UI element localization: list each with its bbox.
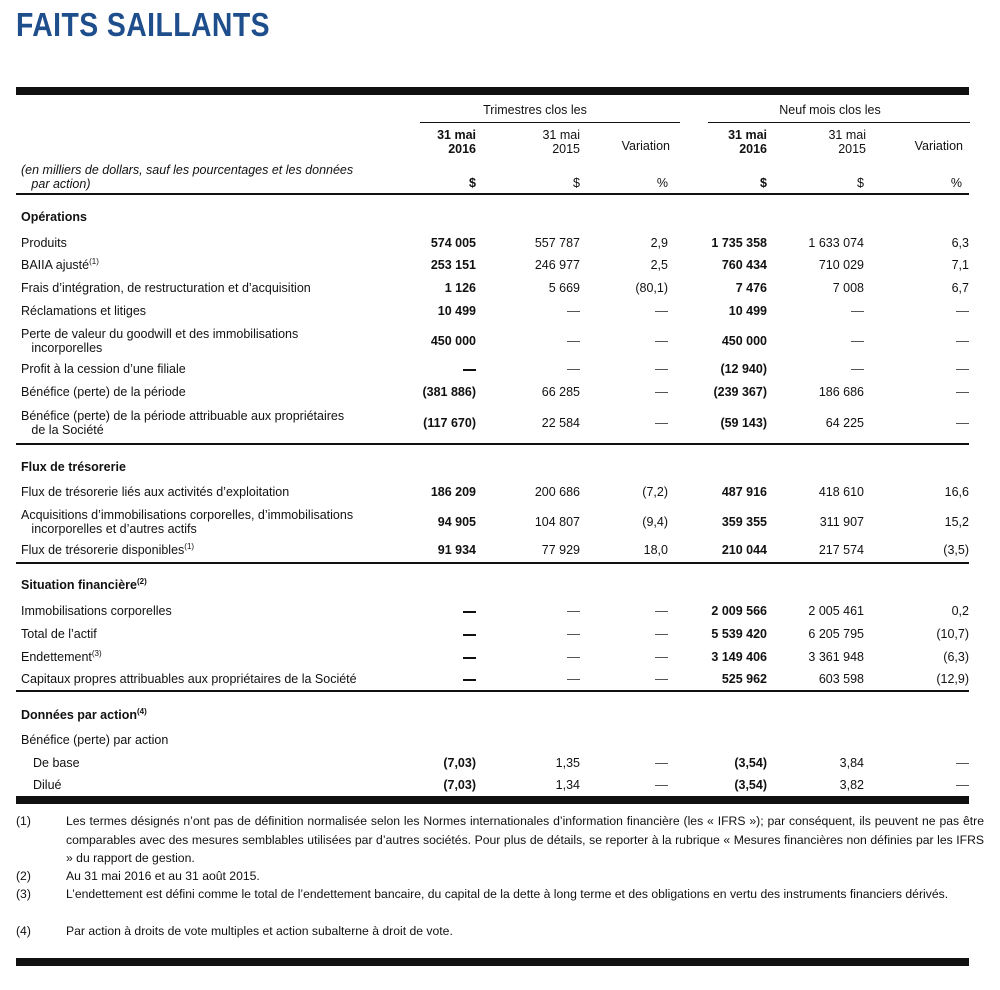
section-financial: Situation financière$^{(2)}$ — [21, 576, 147, 592]
cell-n16: (59 143) — [720, 416, 767, 430]
cell-q15: 1,35 — [555, 756, 580, 770]
cell-n16: (12 940) — [720, 362, 767, 376]
cell-q16: (381 886) — [422, 385, 476, 399]
cell-n15: 186 686 — [818, 385, 864, 399]
cell-n15: 3,82 — [839, 778, 864, 792]
footnote-number: (3) — [16, 887, 31, 901]
group-underline-quarter — [420, 122, 680, 123]
col-header-q-variation: Variation — [621, 139, 670, 153]
dash-mark — [956, 785, 969, 786]
cell-qv — [655, 385, 668, 403]
footnote-text: L’endettement est défini comme le total de l’endettement bancaire, du capital de la dette à long terme et des obligations en vertu des instruments financiers dérivés. — [66, 887, 949, 901]
dash-mark — [655, 392, 668, 393]
cell-qv — [655, 304, 668, 322]
row-label: Réclamations et litiges — [21, 304, 147, 318]
cell-q16 — [463, 672, 476, 690]
row-label: Produits — [21, 236, 67, 250]
cell-q16: 253 151 — [430, 258, 476, 272]
dash-mark — [851, 341, 864, 342]
cell-n15: 1 633 074 — [808, 236, 864, 250]
row-label: Bénéfice (perte) de la période — [21, 385, 186, 399]
dash-mark — [956, 763, 969, 764]
cell-n15: 3,84 — [839, 756, 864, 770]
cell-n16: 760 434 — [721, 258, 767, 272]
cell-qv — [655, 672, 668, 690]
cell-q15: 246 977 — [534, 258, 580, 272]
group-header-quarter: Trimestres clos les — [483, 103, 587, 117]
section-operations: Opérations — [21, 210, 87, 224]
unit-n-variation: % — [950, 176, 962, 190]
cell-q15 — [567, 672, 580, 690]
cell-n15 — [851, 334, 864, 352]
unit-n-2016: $ — [760, 176, 767, 190]
cell-q16 — [463, 627, 476, 645]
cell-qv: 2,5 — [650, 258, 668, 272]
cell-q16: 94 905 — [437, 515, 476, 529]
cell-q16 — [463, 362, 476, 380]
dash-mark — [655, 341, 668, 342]
header-divider — [16, 193, 969, 195]
cell-n15: 217 574 — [818, 543, 864, 557]
cell-n16: 210 044 — [721, 543, 767, 557]
cell-qv — [655, 756, 668, 774]
row-label: Total de l’actif — [21, 627, 97, 641]
cell-q15: 1,34 — [555, 778, 580, 792]
dash-mark — [655, 423, 668, 424]
cell-qv: (9,4) — [642, 515, 668, 529]
cell-q15 — [567, 627, 580, 645]
cell-n15: 311 907 — [819, 515, 864, 529]
row-label: Acquisitions d’immobilisations corporelles, d’immobilisations incorporelles et d’autres actifs — [21, 508, 354, 536]
dash-mark — [567, 611, 580, 612]
dash-mark — [655, 369, 668, 370]
row-label: De base — [33, 756, 80, 770]
dash-mark — [463, 634, 476, 636]
cell-n15: 3 361 948 — [808, 650, 864, 664]
cell-nv — [956, 304, 969, 322]
dash-mark — [463, 657, 476, 659]
footnote-number: (1) — [16, 814, 31, 828]
divider-cashflow — [16, 562, 969, 564]
dash-mark — [655, 763, 668, 764]
footnote-number: (2) — [16, 869, 31, 883]
col-header-q-2016: 31 mai 2016 — [437, 128, 476, 156]
cell-nv — [956, 385, 969, 403]
cell-q15 — [567, 334, 580, 352]
cell-n15 — [851, 362, 864, 380]
group-underline-nine-months — [708, 122, 970, 123]
cell-nv — [956, 416, 969, 434]
cell-n16: 1 735 358 — [711, 236, 767, 250]
dash-mark — [567, 341, 580, 342]
table-bottom-rule — [16, 796, 969, 804]
cell-n15: 603 598 — [818, 672, 864, 686]
cell-qv: (80,1) — [635, 281, 668, 295]
cell-qv — [655, 416, 668, 434]
cell-q15: 22 584 — [541, 416, 580, 430]
cell-n16: 5 539 420 — [711, 627, 767, 641]
dash-mark — [851, 311, 864, 312]
row-label: Bénéfice (perte) par action — [21, 733, 169, 747]
dash-mark — [567, 311, 580, 312]
row-label: Flux de trésorerie disponibles$^{(1)}$ — [21, 541, 195, 557]
unit-q-2015: $ — [573, 176, 580, 190]
dash-mark — [567, 634, 580, 635]
col-header-n-variation: Variation — [914, 139, 963, 153]
row-label: Immobilisations corporelles — [21, 604, 172, 618]
dash-mark — [463, 611, 476, 613]
section-cashflow: Flux de trésorerie — [21, 460, 126, 474]
dash-mark — [567, 657, 580, 658]
dash-mark — [851, 369, 864, 370]
cell-qv — [655, 650, 668, 668]
cell-nv: 7,1 — [951, 258, 969, 272]
cell-n16: 525 962 — [721, 672, 767, 686]
dash-mark — [655, 657, 668, 658]
dash-mark — [463, 369, 476, 371]
unit-q-variation: % — [656, 176, 668, 190]
cell-q16: 91 934 — [437, 543, 476, 557]
cell-nv — [956, 756, 969, 774]
cell-n16: 3 149 406 — [711, 650, 767, 664]
cell-q15 — [567, 362, 580, 380]
cell-n15: 7 008 — [832, 281, 864, 295]
cell-nv: 6,3 — [951, 236, 969, 250]
cell-n16: 2 009 566 — [711, 604, 767, 618]
cell-n16: 450 000 — [721, 334, 767, 348]
cell-qv — [655, 334, 668, 352]
dash-mark — [655, 634, 668, 635]
dash-mark — [956, 341, 969, 342]
dash-mark — [655, 785, 668, 786]
dash-mark — [567, 679, 580, 680]
cell-n15: 2 005 461 — [808, 604, 864, 618]
cell-n16: (239 367) — [713, 385, 767, 399]
cell-n15: 64 225 — [825, 416, 864, 430]
top-rule — [16, 87, 969, 95]
cell-nv — [956, 362, 969, 380]
cell-q16: 10 499 — [437, 304, 476, 318]
divider-financial — [16, 690, 969, 692]
cell-qv — [655, 778, 668, 796]
dash-mark — [655, 679, 668, 680]
cell-n16: (3,54) — [734, 756, 767, 770]
dash-mark — [463, 679, 476, 681]
footnote-text: Les termes désignés n’ont pas de définition normalisée selon les Normes internationales d’information financière (les « IFRS »); par conséquent, ils peuvent ne pas être comparables avec des mesures semblables utilisées par d’autres sociétés. Pour plus de détails, se reporter à la rubrique « Mesures financières non définies par les IFRS » du rapport de gestion. — [66, 814, 984, 865]
cell-q15 — [567, 604, 580, 622]
cell-qv — [655, 604, 668, 622]
cell-n15 — [851, 304, 864, 322]
cell-q16: 1 126 — [444, 281, 476, 295]
cell-q16: (7,03) — [443, 756, 476, 770]
cell-q15: 200 686 — [534, 485, 580, 499]
cell-nv: (6,3) — [943, 650, 969, 664]
page-bottom-rule — [16, 958, 969, 966]
group-header-nine-months: Neuf mois clos les — [779, 103, 881, 117]
col-header-n-2015: 31 mai 2015 — [828, 128, 866, 156]
cell-n16: 487 916 — [721, 485, 767, 499]
unit-n-2015: $ — [857, 176, 864, 190]
cell-nv: 6,7 — [951, 281, 969, 295]
cell-n15: 6 205 795 — [808, 627, 864, 641]
cell-qv — [655, 362, 668, 380]
cell-nv: (10,7) — [936, 627, 969, 641]
cell-nv: (12,9) — [936, 672, 969, 686]
cell-qv — [655, 627, 668, 645]
cell-q15: 5 669 — [548, 281, 580, 295]
cell-q16 — [463, 604, 476, 622]
cell-nv — [956, 334, 969, 352]
col-header-n-2016: 31 mai 2016 — [728, 128, 767, 156]
cell-nv: (3,5) — [943, 543, 969, 557]
col-header-q-2015: 31 mai 2015 — [542, 128, 580, 156]
cell-nv: 0,2 — [951, 604, 969, 618]
cell-q16: 186 209 — [430, 485, 476, 499]
cell-nv: 16,6 — [944, 485, 969, 499]
row-label: Perte de valeur du goodwill et des immobilisations incorporelles — [21, 327, 299, 355]
cell-nv: 15,2 — [944, 515, 969, 529]
footnote-number: (4) — [16, 924, 31, 938]
cell-n16: (3,54) — [734, 778, 767, 792]
cell-q15: 66 285 — [541, 385, 580, 399]
row-label: Endettement$^{(3)}$ — [21, 648, 102, 664]
row-label: Profit à la cession d’une filiale — [21, 362, 186, 376]
dash-mark — [956, 423, 969, 424]
row-label: Frais d’intégration, de restructuration et d’acquisition — [21, 281, 311, 295]
cell-q16: 574 005 — [430, 236, 476, 250]
cell-qv: 18,0 — [643, 543, 668, 557]
row-label: Bénéfice (perte) de la période attribuable aux propriétaires de la Société — [21, 409, 345, 437]
dash-mark — [655, 611, 668, 612]
row-label: BAIIA ajusté$^{(1)}$ — [21, 256, 99, 272]
section-per-share: Données par action$^{(4)}$ — [21, 706, 147, 722]
cell-q16: 450 000 — [430, 334, 476, 348]
cell-q15 — [567, 304, 580, 322]
dash-mark — [567, 369, 580, 370]
cell-q15: 557 787 — [534, 236, 580, 250]
cell-n16: 359 355 — [721, 515, 767, 529]
cell-q15: 104 807 — [534, 515, 580, 529]
cell-qv: 2,9 — [650, 236, 668, 250]
cell-q16: (117 670) — [423, 416, 476, 430]
cell-q16 — [463, 650, 476, 668]
cell-qv: (7,2) — [642, 485, 668, 499]
page-title: FAITS SAILLANTS — [16, 6, 270, 43]
unit-q-2016: $ — [469, 176, 476, 190]
cell-q15 — [567, 650, 580, 668]
cell-n15: 418 610 — [818, 485, 864, 499]
divider-operations — [16, 443, 969, 445]
dash-mark — [956, 392, 969, 393]
row-label: Flux de trésorerie liés aux activités d’exploitation — [21, 485, 290, 499]
cell-nv — [956, 778, 969, 796]
dash-mark — [655, 311, 668, 312]
cell-n16: 7 476 — [735, 281, 767, 295]
cell-q16: (7,03) — [443, 778, 476, 792]
cell-q15: 77 929 — [541, 543, 580, 557]
cell-n16: 10 499 — [728, 304, 767, 318]
units-note: (en milliers de dollars, sauf les pourcentages et les données par action) — [21, 163, 354, 191]
dash-mark — [956, 369, 969, 370]
footnote-text: Par action à droits de vote multiples et action subalterne à droit de vote. — [66, 924, 453, 938]
footnote-text: Au 31 mai 2016 et au 31 août 2015. — [66, 869, 260, 883]
row-label: Dilué — [33, 778, 62, 792]
row-label: Capitaux propres attribuables aux propriétaires de la Société — [21, 672, 357, 686]
dash-mark — [956, 311, 969, 312]
cell-n15: 710 029 — [818, 258, 864, 272]
